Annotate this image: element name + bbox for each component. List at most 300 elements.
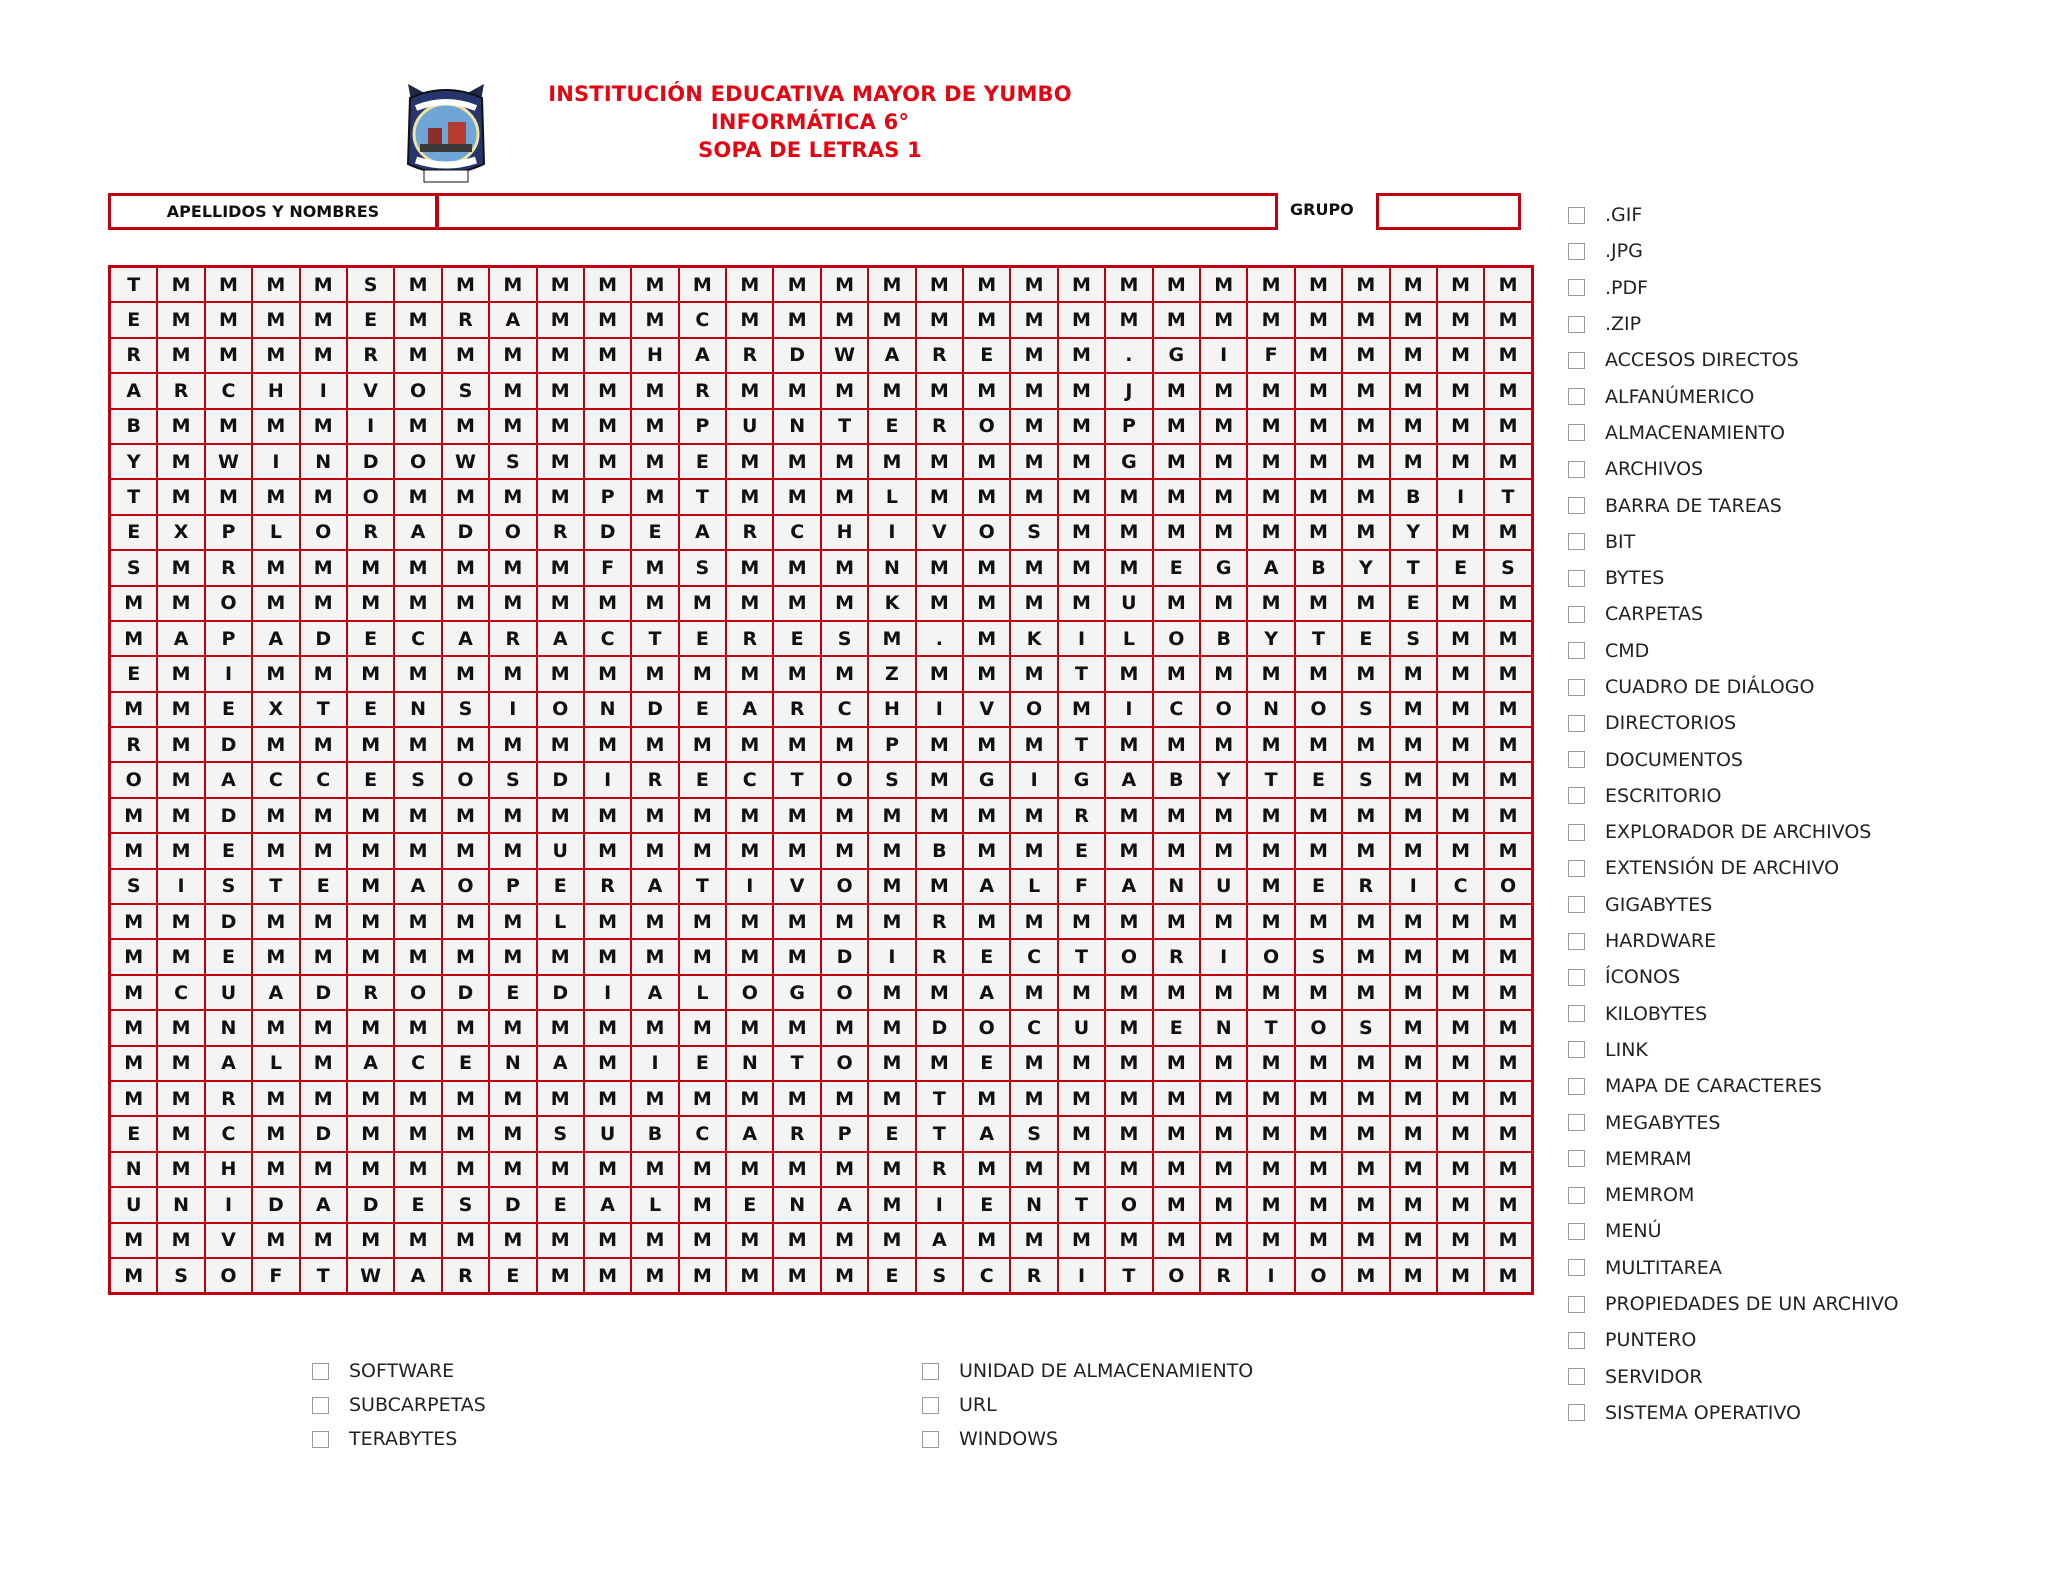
grid-cell[interactable]: M bbox=[1059, 1117, 1104, 1150]
grid-cell[interactable]: M bbox=[917, 587, 962, 620]
grid-cell[interactable]: M bbox=[1391, 374, 1436, 407]
grid-cell[interactable]: L bbox=[680, 976, 725, 1009]
grid-cell[interactable]: M bbox=[1438, 1117, 1483, 1150]
grid-cell[interactable]: M bbox=[1106, 728, 1151, 761]
grid-cell[interactable]: M bbox=[1011, 905, 1056, 938]
grid-cell[interactable]: D bbox=[538, 763, 583, 796]
grid-cell[interactable]: M bbox=[1248, 1153, 1293, 1186]
grid-cell[interactable]: M bbox=[443, 1117, 488, 1150]
grid-cell[interactable]: M bbox=[253, 657, 298, 690]
grid-cell[interactable]: M bbox=[443, 799, 488, 832]
grid-cell[interactable]: M bbox=[1391, 445, 1436, 478]
grid-cell[interactable]: M bbox=[490, 480, 535, 513]
grid-cell[interactable]: M bbox=[774, 303, 819, 336]
grid-cell[interactable]: M bbox=[1248, 834, 1293, 867]
grid-cell[interactable]: N bbox=[774, 1188, 819, 1221]
grid-cell[interactable]: M bbox=[443, 1153, 488, 1186]
grid-cell[interactable]: M bbox=[158, 587, 203, 620]
grid-cell[interactable]: M bbox=[1391, 1047, 1436, 1080]
grid-cell[interactable]: E bbox=[490, 976, 535, 1009]
grid-cell[interactable]: M bbox=[632, 410, 677, 443]
grid-cell[interactable]: M bbox=[1059, 905, 1104, 938]
grid-cell[interactable]: M bbox=[727, 303, 772, 336]
grid-cell[interactable]: T bbox=[1059, 657, 1104, 690]
grid-cell[interactable]: M bbox=[1485, 799, 1530, 832]
grid-cell[interactable]: U bbox=[585, 1117, 630, 1150]
grid-cell[interactable]: M bbox=[632, 728, 677, 761]
grid-cell[interactable]: M bbox=[490, 1117, 535, 1150]
grid-cell[interactable]: M bbox=[1154, 268, 1199, 301]
grid-cell[interactable]: M bbox=[917, 1047, 962, 1080]
grid-cell[interactable]: M bbox=[443, 410, 488, 443]
grid-cell[interactable]: F bbox=[1248, 339, 1293, 372]
grid-cell[interactable]: V bbox=[774, 870, 819, 903]
checkbox[interactable] bbox=[1568, 497, 1585, 514]
grid-cell[interactable]: I bbox=[585, 763, 630, 796]
grid-cell[interactable]: I bbox=[1391, 870, 1436, 903]
grid-cell[interactable]: . bbox=[1106, 339, 1151, 372]
grid-cell[interactable]: M bbox=[1011, 410, 1056, 443]
grid-cell[interactable]: M bbox=[1391, 268, 1436, 301]
grid-cell[interactable]: D bbox=[538, 976, 583, 1009]
grid-cell[interactable]: M bbox=[395, 551, 440, 584]
grid-cell[interactable]: M bbox=[395, 339, 440, 372]
grid-cell[interactable]: M bbox=[538, 480, 583, 513]
grid-cell[interactable]: Y bbox=[1201, 763, 1246, 796]
grid-cell[interactable]: M bbox=[1343, 445, 1388, 478]
grid-cell[interactable]: S bbox=[869, 763, 914, 796]
grid-cell[interactable]: E bbox=[1154, 1011, 1199, 1044]
grid-cell[interactable]: M bbox=[1343, 799, 1388, 832]
grid-cell[interactable]: M bbox=[1248, 516, 1293, 549]
grid-cell[interactable]: A bbox=[253, 622, 298, 655]
grid-cell[interactable]: A bbox=[917, 1224, 962, 1257]
grid-cell[interactable]: M bbox=[348, 728, 393, 761]
grid-cell[interactable]: M bbox=[111, 1082, 156, 1115]
grid-cell[interactable]: T bbox=[111, 480, 156, 513]
grid-cell[interactable]: M bbox=[395, 834, 440, 867]
grid-cell[interactable]: R bbox=[680, 374, 725, 407]
grid-cell[interactable]: M bbox=[1248, 976, 1293, 1009]
grid-cell[interactable]: O bbox=[1296, 1011, 1341, 1044]
grid-cell[interactable]: E bbox=[1391, 587, 1436, 620]
grid-cell[interactable]: V bbox=[348, 374, 393, 407]
grid-cell[interactable]: T bbox=[1248, 763, 1293, 796]
grid-cell[interactable]: M bbox=[348, 587, 393, 620]
grid-cell[interactable]: M bbox=[395, 1224, 440, 1257]
grid-cell[interactable]: M bbox=[1201, 657, 1246, 690]
grid-cell[interactable]: M bbox=[1391, 1117, 1436, 1150]
grid-cell[interactable]: M bbox=[1248, 445, 1293, 478]
grid-cell[interactable]: M bbox=[395, 268, 440, 301]
grid-cell[interactable]: M bbox=[869, 303, 914, 336]
grid-cell[interactable]: M bbox=[253, 303, 298, 336]
grid-cell[interactable]: E bbox=[111, 516, 156, 549]
grid-cell[interactable]: M bbox=[1391, 1224, 1436, 1257]
checkbox[interactable] bbox=[1568, 1223, 1585, 1240]
grid-cell[interactable]: R bbox=[727, 516, 772, 549]
grid-cell[interactable]: I bbox=[253, 445, 298, 478]
checkbox[interactable] bbox=[1568, 424, 1585, 441]
grid-cell[interactable]: E bbox=[964, 339, 1009, 372]
grid-cell[interactable]: M bbox=[253, 834, 298, 867]
grid-cell[interactable]: T bbox=[111, 268, 156, 301]
grid-cell[interactable]: M bbox=[1343, 1153, 1388, 1186]
checkbox[interactable] bbox=[1568, 1259, 1585, 1276]
grid-cell[interactable]: R bbox=[1154, 940, 1199, 973]
grid-cell[interactable]: C bbox=[1011, 940, 1056, 973]
grid-cell[interactable]: S bbox=[1296, 940, 1341, 973]
grid-cell[interactable]: M bbox=[1059, 480, 1104, 513]
grid-cell[interactable]: M bbox=[1059, 339, 1104, 372]
grid-cell[interactable]: R bbox=[111, 339, 156, 372]
grid-cell[interactable]: O bbox=[1106, 1188, 1151, 1221]
grid-cell[interactable]: M bbox=[348, 799, 393, 832]
grid-cell[interactable]: M bbox=[1154, 1224, 1199, 1257]
checkbox[interactable] bbox=[1568, 1187, 1585, 1204]
grid-cell[interactable]: O bbox=[1296, 693, 1341, 726]
grid-cell[interactable]: O bbox=[395, 976, 440, 1009]
grid-cell[interactable]: A bbox=[111, 374, 156, 407]
grid-cell[interactable]: M bbox=[1296, 587, 1341, 620]
grid-cell[interactable]: M bbox=[1438, 622, 1483, 655]
grid-cell[interactable]: M bbox=[1201, 1224, 1246, 1257]
grid-cell[interactable]: M bbox=[301, 657, 346, 690]
checkbox[interactable] bbox=[1568, 1041, 1585, 1058]
grid-cell[interactable]: N bbox=[727, 1047, 772, 1080]
checkbox[interactable] bbox=[1568, 1114, 1585, 1131]
grid-cell[interactable]: M bbox=[917, 870, 962, 903]
grid-cell[interactable]: M bbox=[917, 268, 962, 301]
grid-cell[interactable]: T bbox=[1059, 1188, 1104, 1221]
grid-cell[interactable]: N bbox=[1011, 1188, 1056, 1221]
grid-cell[interactable]: I bbox=[1438, 480, 1483, 513]
grid-cell[interactable]: T bbox=[917, 1117, 962, 1150]
grid-cell[interactable]: M bbox=[1059, 303, 1104, 336]
grid-cell[interactable]: C bbox=[206, 374, 251, 407]
grid-cell[interactable]: M bbox=[301, 1011, 346, 1044]
grid-cell[interactable]: E bbox=[348, 763, 393, 796]
grid-cell[interactable]: M bbox=[727, 480, 772, 513]
checkbox[interactable] bbox=[1568, 642, 1585, 659]
grid-cell[interactable]: B bbox=[1154, 763, 1199, 796]
grid-cell[interactable]: R bbox=[111, 728, 156, 761]
grid-cell[interactable]: M bbox=[443, 1011, 488, 1044]
grid-cell[interactable]: M bbox=[395, 1153, 440, 1186]
grid-cell[interactable]: X bbox=[253, 693, 298, 726]
grid-cell[interactable]: A bbox=[206, 1047, 251, 1080]
grid-cell[interactable]: D bbox=[301, 1117, 346, 1150]
grid-cell[interactable]: N bbox=[395, 693, 440, 726]
grid-cell[interactable]: M bbox=[111, 587, 156, 620]
grid-cell[interactable]: M bbox=[1391, 410, 1436, 443]
grid-cell[interactable]: M bbox=[964, 799, 1009, 832]
grid-cell[interactable]: M bbox=[917, 480, 962, 513]
grid-cell[interactable]: M bbox=[1485, 1117, 1530, 1150]
grid-cell[interactable]: T bbox=[1059, 940, 1104, 973]
grid-cell[interactable]: O bbox=[1011, 693, 1056, 726]
grid-cell[interactable]: M bbox=[585, 339, 630, 372]
checkbox[interactable] bbox=[1568, 896, 1585, 913]
grid-cell[interactable]: M bbox=[917, 976, 962, 1009]
grid-cell[interactable]: M bbox=[206, 410, 251, 443]
grid-cell[interactable]: A bbox=[395, 516, 440, 549]
grid-cell[interactable]: L bbox=[538, 905, 583, 938]
grid-cell[interactable]: M bbox=[348, 870, 393, 903]
grid-cell[interactable]: M bbox=[1296, 834, 1341, 867]
grid-cell[interactable]: M bbox=[585, 834, 630, 867]
grid-cell[interactable]: M bbox=[1248, 268, 1293, 301]
grid-cell[interactable]: T bbox=[774, 1047, 819, 1080]
grid-cell[interactable]: M bbox=[301, 1047, 346, 1080]
grid-cell[interactable]: M bbox=[727, 1259, 772, 1292]
grid-cell[interactable]: R bbox=[348, 976, 393, 1009]
grid-cell[interactable]: O bbox=[443, 870, 488, 903]
checkbox[interactable] bbox=[312, 1431, 329, 1448]
grid-cell[interactable]: M bbox=[1485, 1011, 1530, 1044]
grid-cell[interactable]: O bbox=[1201, 693, 1246, 726]
grid-cell[interactable]: M bbox=[348, 834, 393, 867]
grid-cell[interactable]: M bbox=[680, 657, 725, 690]
grid-cell[interactable]: M bbox=[822, 1153, 867, 1186]
grid-cell[interactable]: M bbox=[538, 728, 583, 761]
grid-cell[interactable]: M bbox=[301, 940, 346, 973]
grid-cell[interactable]: M bbox=[869, 1153, 914, 1186]
grid-cell[interactable]: M bbox=[774, 445, 819, 478]
grid-cell[interactable]: M bbox=[1485, 268, 1530, 301]
grid-cell[interactable]: O bbox=[964, 516, 1009, 549]
grid-cell[interactable]: M bbox=[727, 374, 772, 407]
grid-cell[interactable]: D bbox=[917, 1011, 962, 1044]
grid-cell[interactable]: M bbox=[1201, 516, 1246, 549]
grid-cell[interactable]: I bbox=[206, 657, 251, 690]
grid-cell[interactable]: O bbox=[727, 976, 772, 1009]
grid-cell[interactable]: M bbox=[869, 799, 914, 832]
grid-cell[interactable]: M bbox=[727, 834, 772, 867]
grid-cell[interactable]: M bbox=[774, 1011, 819, 1044]
checkbox[interactable] bbox=[1568, 1368, 1585, 1385]
grid-cell[interactable]: M bbox=[253, 480, 298, 513]
checkbox[interactable] bbox=[1568, 1332, 1585, 1349]
grid-cell[interactable]: O bbox=[490, 516, 535, 549]
grid-cell[interactable]: M bbox=[395, 587, 440, 620]
grid-cell[interactable]: M bbox=[538, 1011, 583, 1044]
grid-cell[interactable]: M bbox=[869, 1047, 914, 1080]
grid-cell[interactable]: M bbox=[1059, 693, 1104, 726]
grid-cell[interactable]: S bbox=[822, 622, 867, 655]
grid-cell[interactable]: T bbox=[301, 693, 346, 726]
grid-cell[interactable]: M bbox=[1343, 268, 1388, 301]
grid-cell[interactable]: E bbox=[680, 763, 725, 796]
grid-cell[interactable]: G bbox=[1106, 445, 1151, 478]
grid-cell[interactable]: M bbox=[111, 1259, 156, 1292]
grid-cell[interactable]: M bbox=[822, 551, 867, 584]
grid-cell[interactable]: D bbox=[348, 1188, 393, 1221]
grid-cell[interactable]: M bbox=[1106, 516, 1151, 549]
grid-cell[interactable]: M bbox=[301, 834, 346, 867]
grid-cell[interactable]: . bbox=[917, 622, 962, 655]
grid-cell[interactable]: M bbox=[1343, 1047, 1388, 1080]
grid-cell[interactable]: M bbox=[395, 1082, 440, 1115]
grid-cell[interactable]: B bbox=[917, 834, 962, 867]
grid-cell[interactable]: R bbox=[206, 551, 251, 584]
grid-cell[interactable]: M bbox=[1248, 905, 1293, 938]
grid-cell[interactable]: M bbox=[1201, 1153, 1246, 1186]
grid-cell[interactable]: M bbox=[301, 905, 346, 938]
grid-cell[interactable]: M bbox=[1296, 480, 1341, 513]
grid-cell[interactable]: M bbox=[869, 268, 914, 301]
grid-cell[interactable]: M bbox=[1201, 1047, 1246, 1080]
grid-cell[interactable]: M bbox=[1201, 445, 1246, 478]
grid-cell[interactable]: M bbox=[1154, 516, 1199, 549]
grid-cell[interactable]: M bbox=[253, 1117, 298, 1150]
grid-cell[interactable]: M bbox=[1391, 1011, 1436, 1044]
grid-cell[interactable]: C bbox=[1011, 1011, 1056, 1044]
grid-cell[interactable]: E bbox=[727, 1188, 772, 1221]
grid-cell[interactable]: M bbox=[1485, 622, 1530, 655]
grid-cell[interactable]: M bbox=[158, 657, 203, 690]
grid-cell[interactable]: M bbox=[869, 870, 914, 903]
grid-cell[interactable]: D bbox=[632, 693, 677, 726]
grid-cell[interactable]: A bbox=[395, 870, 440, 903]
grid-cell[interactable]: M bbox=[585, 445, 630, 478]
grid-cell[interactable]: M bbox=[869, 374, 914, 407]
grid-cell[interactable]: M bbox=[774, 551, 819, 584]
grid-cell[interactable]: M bbox=[443, 940, 488, 973]
grid-cell[interactable]: M bbox=[680, 1188, 725, 1221]
grid-cell[interactable]: T bbox=[680, 480, 725, 513]
grid-cell[interactable]: E bbox=[1296, 870, 1341, 903]
grid-cell[interactable]: M bbox=[869, 622, 914, 655]
grid-cell[interactable]: M bbox=[1201, 410, 1246, 443]
grid-cell[interactable]: O bbox=[395, 445, 440, 478]
grid-cell[interactable]: M bbox=[822, 1011, 867, 1044]
checkbox[interactable] bbox=[1568, 279, 1585, 296]
grid-cell[interactable]: M bbox=[1438, 728, 1483, 761]
grid-cell[interactable]: E bbox=[680, 1047, 725, 1080]
grid-cell[interactable]: C bbox=[727, 763, 772, 796]
grid-cell[interactable]: T bbox=[1296, 622, 1341, 655]
grid-cell[interactable]: I bbox=[585, 976, 630, 1009]
grid-cell[interactable]: M bbox=[1391, 905, 1436, 938]
grid-cell[interactable]: M bbox=[301, 303, 346, 336]
grid-cell[interactable]: C bbox=[822, 693, 867, 726]
grid-cell[interactable]: E bbox=[680, 622, 725, 655]
grid-cell[interactable]: L bbox=[632, 1188, 677, 1221]
grid-cell[interactable]: M bbox=[1343, 410, 1388, 443]
grid-cell[interactable]: M bbox=[1106, 1082, 1151, 1115]
grid-cell[interactable]: M bbox=[253, 799, 298, 832]
grid-cell[interactable]: M bbox=[1059, 516, 1104, 549]
checkbox[interactable] bbox=[1568, 207, 1585, 224]
grid-cell[interactable]: M bbox=[253, 940, 298, 973]
grid-cell[interactable]: M bbox=[158, 693, 203, 726]
grid-cell[interactable]: K bbox=[869, 587, 914, 620]
grid-cell[interactable]: M bbox=[727, 1011, 772, 1044]
grid-cell[interactable]: M bbox=[869, 834, 914, 867]
grid-cell[interactable]: M bbox=[1154, 1188, 1199, 1221]
grid-cell[interactable]: M bbox=[443, 339, 488, 372]
grid-cell[interactable]: M bbox=[680, 268, 725, 301]
grid-cell[interactable]: I bbox=[1059, 1259, 1104, 1292]
grid-cell[interactable]: M bbox=[490, 940, 535, 973]
grid-cell[interactable]: C bbox=[1154, 693, 1199, 726]
grid-cell[interactable]: L bbox=[1011, 870, 1056, 903]
grid-cell[interactable]: M bbox=[111, 622, 156, 655]
grid-cell[interactable]: M bbox=[632, 1259, 677, 1292]
grid-cell[interactable]: M bbox=[443, 268, 488, 301]
grid-cell[interactable]: M bbox=[680, 1153, 725, 1186]
grid-cell[interactable]: M bbox=[964, 728, 1009, 761]
grid-cell[interactable]: M bbox=[1248, 1047, 1293, 1080]
grid-cell[interactable]: M bbox=[774, 799, 819, 832]
grid-cell[interactable]: M bbox=[1106, 480, 1151, 513]
grid-cell[interactable]: I bbox=[869, 940, 914, 973]
grid-cell[interactable]: M bbox=[774, 1259, 819, 1292]
grid-cell[interactable]: M bbox=[1438, 940, 1483, 973]
grid-cell[interactable]: M bbox=[1391, 940, 1436, 973]
grid-cell[interactable]: M bbox=[1438, 1082, 1483, 1115]
grid-cell[interactable]: P bbox=[869, 728, 914, 761]
grid-cell[interactable]: I bbox=[1201, 940, 1246, 973]
grid-cell[interactable]: M bbox=[1438, 1259, 1483, 1292]
grid-cell[interactable]: D bbox=[348, 445, 393, 478]
grid-cell[interactable]: M bbox=[680, 834, 725, 867]
grid-cell[interactable]: I bbox=[1106, 693, 1151, 726]
grid-cell[interactable]: T bbox=[1485, 480, 1530, 513]
grid-cell[interactable]: M bbox=[538, 551, 583, 584]
grid-cell[interactable]: M bbox=[727, 268, 772, 301]
grid-cell[interactable]: M bbox=[680, 1259, 725, 1292]
grid-cell[interactable]: E bbox=[680, 445, 725, 478]
grid-cell[interactable]: M bbox=[727, 1153, 772, 1186]
grid-cell[interactable]: S bbox=[490, 763, 535, 796]
grid-cell[interactable]: M bbox=[301, 728, 346, 761]
grid-cell[interactable]: M bbox=[1485, 940, 1530, 973]
grid-cell[interactable]: S bbox=[111, 870, 156, 903]
grid-cell[interactable]: I bbox=[1059, 622, 1104, 655]
grid-cell[interactable]: M bbox=[1059, 587, 1104, 620]
grid-cell[interactable]: M bbox=[1438, 445, 1483, 478]
grid-cell[interactable]: M bbox=[1485, 1153, 1530, 1186]
grid-cell[interactable]: M bbox=[917, 303, 962, 336]
grid-cell[interactable]: C bbox=[395, 1047, 440, 1080]
grid-cell[interactable]: M bbox=[1343, 516, 1388, 549]
grid-cell[interactable]: A bbox=[253, 976, 298, 1009]
grid-cell[interactable]: M bbox=[443, 551, 488, 584]
grid-cell[interactable]: M bbox=[1438, 799, 1483, 832]
grid-cell[interactable]: C bbox=[158, 976, 203, 1009]
checkbox[interactable] bbox=[1568, 751, 1585, 768]
grid-cell[interactable]: I bbox=[917, 1188, 962, 1221]
grid-cell[interactable]: M bbox=[490, 799, 535, 832]
grid-cell[interactable]: M bbox=[680, 728, 725, 761]
grid-cell[interactable]: M bbox=[1154, 410, 1199, 443]
grid-cell[interactable]: R bbox=[585, 870, 630, 903]
grid-cell[interactable]: M bbox=[632, 834, 677, 867]
grid-cell[interactable]: R bbox=[917, 410, 962, 443]
grid-cell[interactable]: M bbox=[964, 905, 1009, 938]
grid-cell[interactable]: N bbox=[1248, 693, 1293, 726]
checkbox[interactable] bbox=[1568, 352, 1585, 369]
grid-cell[interactable]: M bbox=[632, 268, 677, 301]
grid-cell[interactable]: M bbox=[680, 1011, 725, 1044]
grid-cell[interactable]: M bbox=[1248, 587, 1293, 620]
grid-cell[interactable]: M bbox=[1011, 1153, 1056, 1186]
grid-cell[interactable]: M bbox=[680, 587, 725, 620]
grid-cell[interactable]: P bbox=[1106, 410, 1151, 443]
grid-cell[interactable]: R bbox=[158, 374, 203, 407]
